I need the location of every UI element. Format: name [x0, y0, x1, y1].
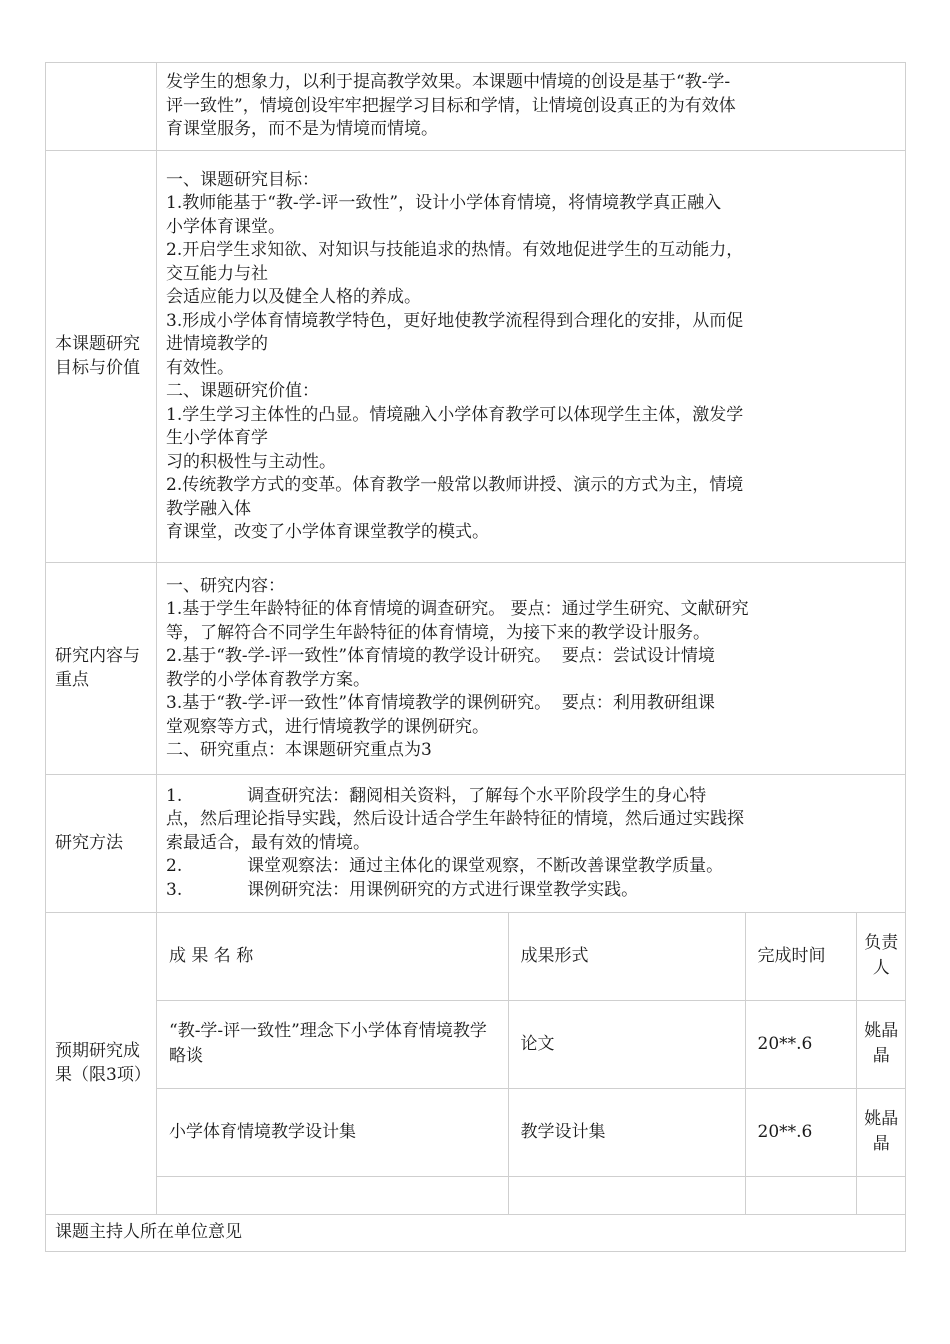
outcome-form: 教学设计集: [508, 1088, 745, 1176]
application-form-table: [45, 62, 906, 1252]
goals-row: [46, 151, 906, 563]
outcome-name: [157, 1176, 508, 1214]
content-line: 1.基于学生年龄特征的体育情境的调查研究。 要点：通过学生研究、文献研究: [166, 599, 749, 619]
goals-line: 小学体育课堂。: [166, 216, 285, 237]
methods-line: 点，然后理论指导实践，然后设计适合学生年龄特征的情境，然后通过实践探: [166, 809, 744, 830]
goals-line: 1.学生学习主体性的凸显。情境融入小学体育教学可以体现学生主体，激发学: [166, 404, 744, 425]
content-line: 二、研究重点：本课题研究重点为3: [166, 740, 432, 760]
goals-line: 习的积极性与主动性。: [166, 451, 336, 472]
outcome-form: 论文: [508, 1000, 745, 1088]
outcome-name: “教-学-评一致性”理念下小学体育情境教学略谈: [157, 1000, 508, 1088]
intro-line: 发学生的想象力，以利于提高教学效果。本课题中情境的创设是基于“教-学-: [166, 72, 731, 93]
goals-line: 会适应能力以及健全人格的养成。: [166, 287, 421, 307]
goals-line: 2.开启学生求知欲、对知识与技能追求的热情。有效地促进学生的互动能力，: [166, 240, 744, 260]
table-row: [157, 1088, 906, 1176]
content-label: 研究内容与重点: [46, 563, 157, 775]
outcomes-label: 预期研究成果（限3项）: [46, 913, 157, 1215]
goals-line: 有效性。: [166, 357, 234, 378]
outcomes-row: [46, 913, 906, 1215]
outcomes-table: [157, 913, 906, 1214]
goals-label: 本课题研究目标与价值: [46, 151, 157, 563]
outcome-time: 20**.6: [745, 1088, 856, 1176]
methods-line: 2. 课堂观察法：通过主体化的课堂观察，不断改善课堂教学质量。: [166, 856, 724, 877]
table-row: [157, 1000, 906, 1088]
goals-line: 育课堂，改变了小学体育课堂教学的模式。: [166, 522, 489, 542]
header-name: 成 果 名 称: [157, 913, 508, 1000]
outcome-owner: [856, 1176, 906, 1214]
header-time: 完成时间: [745, 913, 856, 1000]
outcomes-header-row: [157, 913, 906, 1000]
goals-line: 进情境教学的: [166, 334, 268, 354]
outcome-owner: 姚晶晶: [856, 1088, 906, 1176]
outcome-time: 20**.6: [745, 1000, 856, 1088]
methods-label: 研究方法: [46, 775, 157, 913]
methods-line: 3. 课例研究法：用课例研究的方式进行课堂教学实践。: [166, 879, 639, 900]
opinion-label: 课题主持人所在单位意见: [46, 1215, 906, 1252]
content-line: 堂观察等方式，进行情境教学的课例研究。: [166, 716, 489, 737]
goals-line: 交互能力与社: [166, 263, 268, 284]
goals-line: 一、课题研究目标：: [166, 169, 319, 190]
goals-line: 3.形成小学体育情境教学特色，更好地使教学流程得到合理化的安排，从而促: [166, 310, 744, 331]
intro-text-cell: [157, 63, 906, 151]
content-line: 教学的小学体育教学方案。: [166, 669, 370, 690]
content-line: 等，了解符合不同学生年龄特征的体育情境，为接下来的教学设计服务。: [166, 622, 710, 643]
methods-text-cell: [157, 775, 906, 913]
content-row: [46, 563, 906, 775]
outcomes-cell: [157, 913, 906, 1215]
outcome-owner: 姚晶晶: [856, 1000, 906, 1088]
intro-label-cell: [46, 63, 157, 151]
outcome-name: 小学体育情境教学设计集: [157, 1088, 508, 1176]
intro-line: 育课堂服务，而不是为情境而情境。: [166, 119, 438, 140]
methods-row: [46, 775, 906, 913]
goals-text-cell: [157, 151, 906, 563]
methods-line: 1. 调查研究法：翻阅相关资料，了解每个水平阶段学生的身心特: [166, 785, 707, 806]
methods-line: 索最适合，最有效的情境。: [166, 832, 370, 853]
content-line: 3.基于“教-学-评一致性”体育情境教学的课例研究。 要点：利用教研组课: [166, 693, 715, 713]
content-line: 2.基于“教-学-评一致性”体育情境的教学设计研究。 要点：尝试设计情境: [166, 646, 715, 666]
opinion-row: [46, 1215, 906, 1252]
table-row: [157, 1176, 906, 1214]
intro-row: [46, 63, 906, 151]
intro-line: 评一致性”，情境创设牢牢把握学习目标和学情，让情境创设真正的为有效体: [166, 95, 736, 116]
outcome-time: [745, 1176, 856, 1214]
header-owner: 负责人: [856, 913, 906, 1000]
goals-line: 二、课题研究价值：: [166, 381, 319, 401]
content-line: 一、研究内容：: [166, 575, 285, 596]
header-form: 成果形式: [508, 913, 745, 1000]
goals-line: 1.教师能基于“教-学-评一致性”，设计小学体育情境，将情境教学真正融入: [166, 193, 722, 213]
goals-line: 教学融入体: [166, 498, 251, 519]
goals-line: 2.传统教学方式的变革。体育教学一般常以教师讲授、演示的方式为主，情境: [166, 475, 744, 495]
goals-line: 生小学体育学: [166, 428, 268, 448]
content-text-cell: [157, 563, 906, 775]
outcome-form: [508, 1176, 745, 1214]
